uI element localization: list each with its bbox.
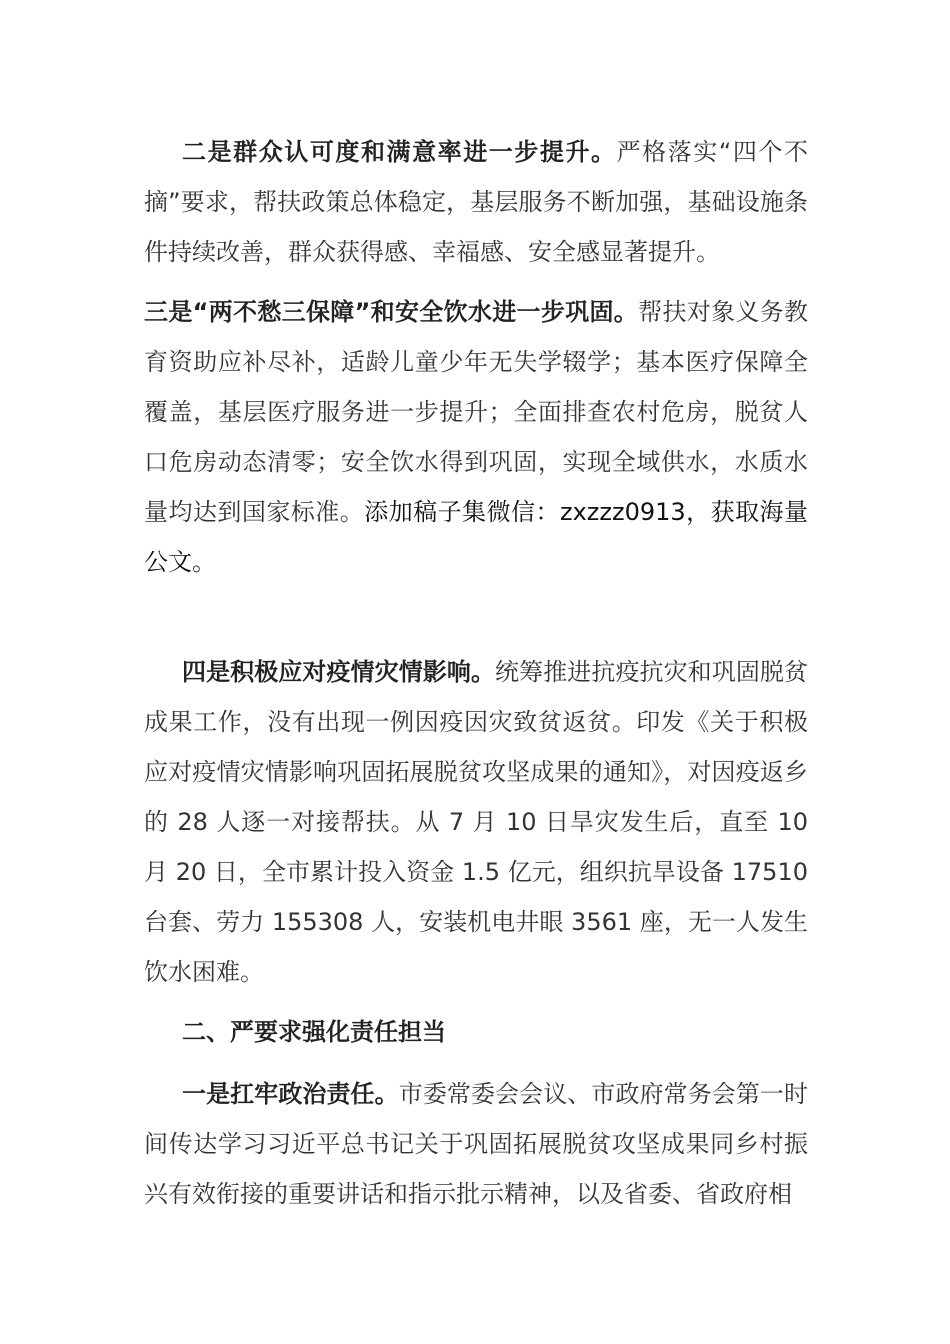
paragraph-political-responsibility [144, 1069, 808, 1219]
section-heading [144, 1007, 808, 1057]
paragraph-heading: 一是扛牢政治责任。 [182, 1080, 399, 1108]
paragraph-two-no-worries [144, 287, 808, 587]
paragraph-body: 市委常委会会议、市政府常务会第一时间传达学习习近平总书记关于巩固拓展脱贫攻坚成果同乡村振兴有效衔接的重要讲话和指示批示精神，以及省委、省政府相 [144, 1080, 809, 1208]
paragraph-body: 严格落实“四个不摘”要求，帮扶政策总体稳定，基层服务不断加强，基础设施条件持续改善，群众获得感、幸福感、安全感显著提升。 [144, 138, 808, 266]
paragraph-heading: 三是“两不愁三保障”和安全饮水进一步巩固。 [144, 298, 639, 326]
paragraph-epidemic [144, 647, 808, 997]
paragraph-body: 统筹推进抗疫抗灾和巩固脱贫成果工作，没有出现一例因疫因灾致贫返贫。印发《关于积极应对疫情灾情影响巩固拓展脱贫攻坚成果的通知》，对因疫返乡的 28 人逐一对接帮扶。从 7 月 10 日旱灾发生后，直至 10 月 20 日，全市累计投入资金 1.5 亿元，组织抗旱设备 17510 台套、劳力 155308 人，安装机电井眼 3561 座，无一人发生饮水困难。 [144, 658, 809, 986]
paragraph-heading: 四是积极应对疫情灾情影响。 [182, 658, 496, 686]
promo-text: 添加稿子集微信：zxzzz0913，获取海量公文。 [144, 498, 809, 576]
paragraph-heading: 二是群众认可度和满意率进一步提升。 [182, 138, 617, 166]
paragraph-body: 帮扶对象义务教育资助应补尽补，适龄儿童少年无失学辍学；基本医疗保障全覆盖，基层医疗服务进一步提升；全面排查农村危房，脱贫人口危房动态清零；安全饮水得到巩固，实现全域供水，水质水量均达到国家标准。 [144, 298, 809, 526]
section-heading-text: 二、严要求强化责任担当 [182, 1018, 446, 1046]
paragraph-satisfaction [144, 127, 808, 277]
